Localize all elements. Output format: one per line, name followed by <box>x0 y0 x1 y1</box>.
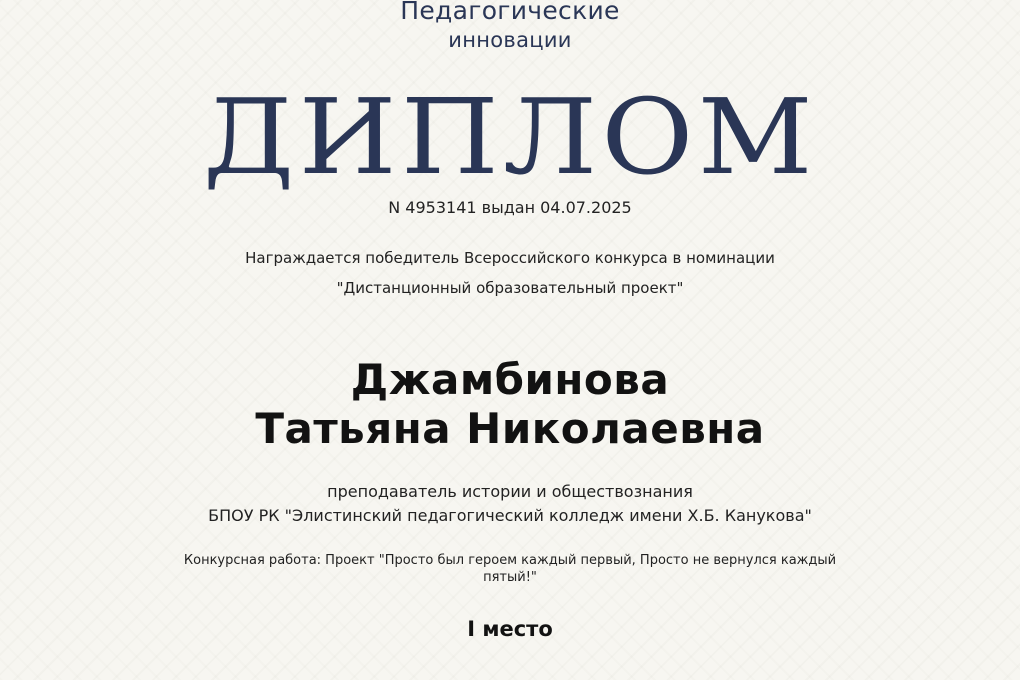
competition-work-line2: пятый!" <box>483 570 537 585</box>
nomination-name: "Дистанционный образовательный проект" <box>336 279 684 297</box>
competition-work-line1: Конкурсная работа: Проект "Просто был героем каждый первый, Просто не вернулся каждый <box>183 553 837 568</box>
brand-name-line2: инновации <box>448 28 572 52</box>
recipient-position: преподаватель истории и обществознания <box>327 482 693 501</box>
recipient-organization: БПОУ РК "Элистинский педагогический колледж имени Х.Б. Канукова" <box>208 506 812 525</box>
recipient-given-names: Татьяна Николаевна <box>255 404 765 453</box>
award-statement: Награждается победитель Всероссийского конкурса в номинации <box>245 249 775 267</box>
brand-name-line1: Педагогические <box>400 0 620 25</box>
diploma-number-date: N 4953141 выдан 04.07.2025 <box>388 198 632 217</box>
place-award: I место <box>467 617 553 641</box>
diploma-title: ДИПЛОМ <box>203 76 817 198</box>
recipient-surname: Джамбинова <box>350 355 670 404</box>
